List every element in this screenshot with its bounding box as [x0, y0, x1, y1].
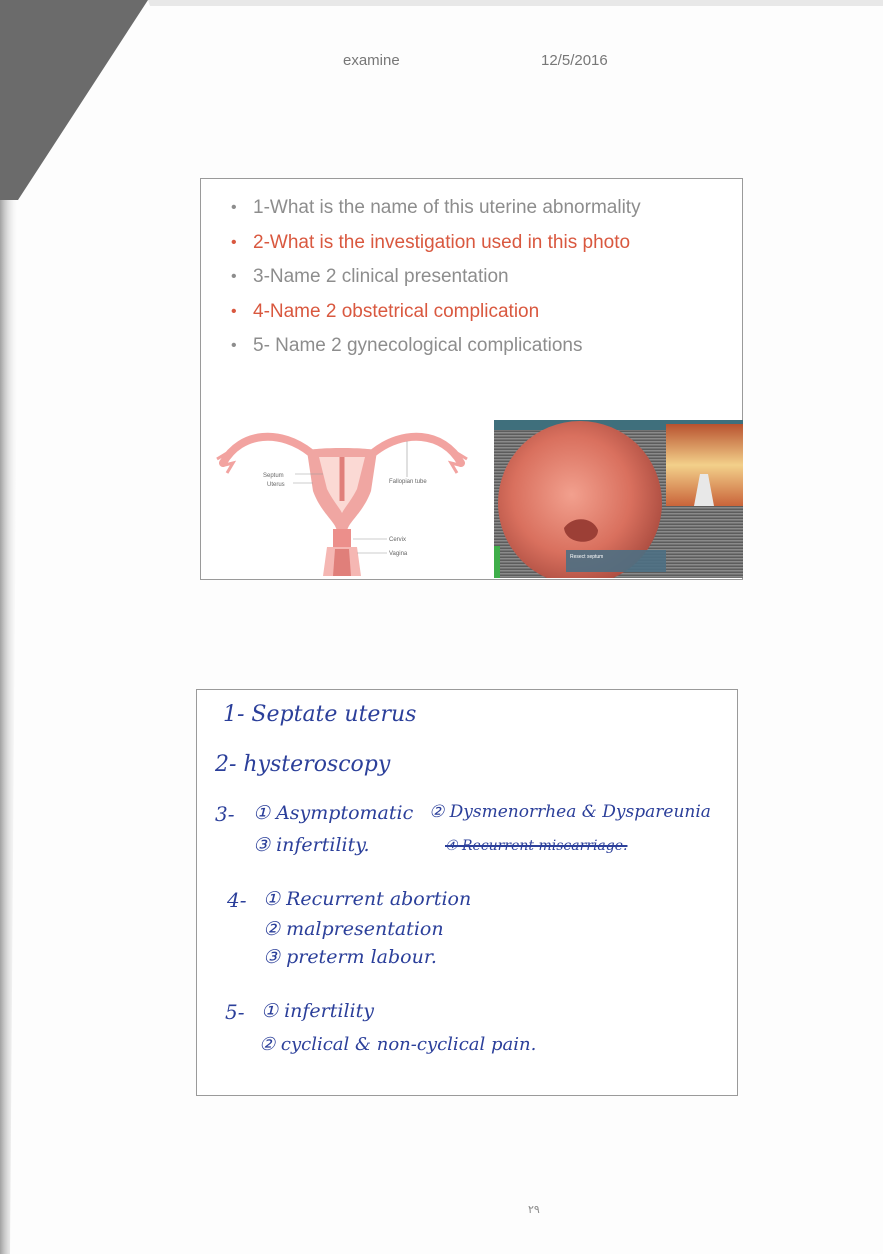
bullet-icon: •	[231, 233, 237, 251]
answer-3-item-1: ① Asymptomatic	[253, 802, 414, 824]
answer-3-item-2: ② Dysmenorrhea & Dyspareunia	[429, 802, 711, 822]
question-text: 3-Name 2 clinical presentation	[253, 266, 509, 287]
header-date: 12/5/2016	[541, 52, 608, 69]
label-fallopian-tube: Fallopian tube	[389, 479, 427, 485]
question-text: 5- Name 2 gynecological complications	[253, 335, 583, 356]
bullet-icon: •	[231, 302, 237, 320]
answer-3-number: 3-	[215, 802, 235, 826]
hysteroscopy-image	[494, 420, 743, 578]
bullet-icon: •	[231, 337, 237, 354]
page-header	[0, 52, 883, 76]
label-cervix: Cervix	[389, 537, 407, 543]
answer-5-item-1: ① infertility	[261, 1000, 374, 1022]
answer-4-item-2: ② malpresentation	[263, 918, 444, 940]
answer-3-item-4-struck: ④ Recurrent miscarriage.	[445, 838, 628, 854]
question-item	[229, 297, 641, 332]
answer-4-item-1: ① Recurrent abortion	[263, 888, 472, 910]
question-slide	[200, 178, 743, 580]
bullet-icon: •	[231, 268, 237, 285]
bullet-icon: •	[231, 199, 237, 216]
answer-1: 1- Septate uterus	[223, 702, 417, 727]
question-item	[229, 193, 641, 228]
page-number: ٢٩	[528, 1204, 540, 1216]
septate-uterus-diagram	[211, 421, 473, 576]
label-vagina: Vagina	[389, 551, 408, 557]
answer-4-number: 4-	[227, 888, 247, 912]
answer-2: 2- hysteroscopy	[215, 752, 391, 777]
question-text: 4-Name 2 obstetrical complication	[253, 300, 540, 322]
answer-4-item-3: ③ preterm labour.	[263, 946, 437, 968]
question-list	[229, 193, 641, 366]
question-text: 1-What is the name of this uterine abnormality	[253, 197, 641, 218]
label-septum: Septum	[263, 473, 284, 479]
question-item	[229, 228, 641, 263]
handwritten-answers	[196, 689, 738, 1096]
answer-3-item-3: ③ infertility.	[253, 834, 370, 856]
question-item	[229, 331, 641, 366]
label-uterus: Uterus	[267, 482, 285, 488]
answer-5-item-2: ② cyclical & non-cyclical pain.	[259, 1034, 537, 1055]
question-text: 2-What is the investigation used in this photo	[253, 231, 631, 253]
question-item	[229, 262, 641, 297]
answer-5-number: 5-	[225, 1000, 245, 1024]
hystero-caption: Resect septum	[570, 554, 604, 560]
header-title: examine	[343, 52, 400, 69]
